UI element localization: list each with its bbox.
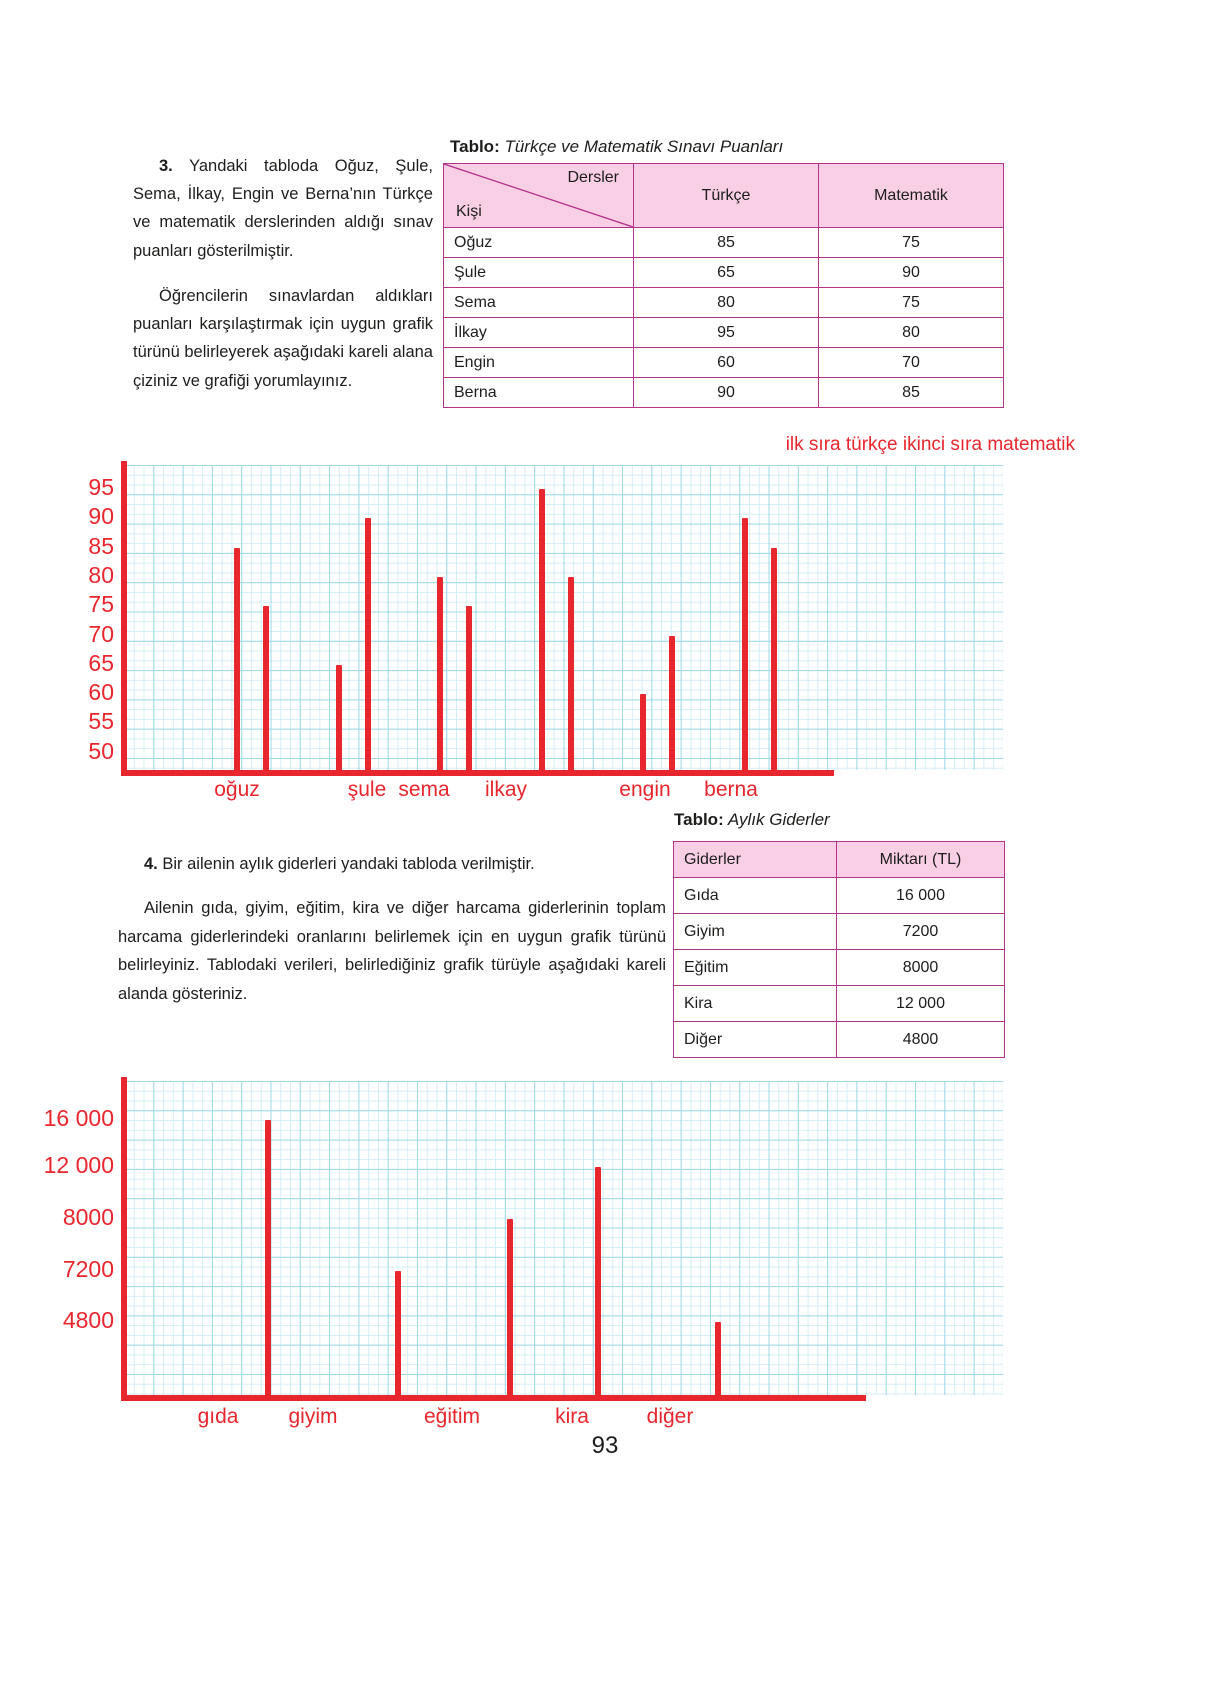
table-1-cell-name: İlkay bbox=[444, 318, 634, 348]
table-1-head bbox=[444, 164, 1004, 228]
table-2-cell-amount: 4800 bbox=[837, 1022, 1005, 1058]
bar bbox=[466, 606, 472, 773]
question-4-paragraph-1-text: Bir ailenin aylık giderleri yandaki tabloda verilmiştir. bbox=[162, 854, 535, 873]
table-2-cell-amount: 12 000 bbox=[837, 986, 1005, 1022]
table-1-cell-turkce: 65 bbox=[634, 258, 819, 288]
bar bbox=[395, 1271, 401, 1398]
monthly-expenses-table bbox=[673, 841, 1005, 1058]
table-1-cell-turkce: 80 bbox=[634, 288, 819, 318]
y-tick-label: 16 000 bbox=[43, 1105, 114, 1131]
chart-1-y-axis bbox=[121, 461, 127, 774]
table-1-cell-name: Oğuz bbox=[444, 228, 634, 258]
y-tick-label: 75 bbox=[88, 591, 114, 618]
x-tick-label: eğitim bbox=[423, 1405, 481, 1428]
y-tick-label: 90 bbox=[88, 503, 114, 530]
table-1-cell-matematik: 70 bbox=[819, 348, 1004, 378]
x-tick-label: sema bbox=[398, 778, 450, 801]
bar bbox=[595, 1167, 601, 1398]
table-2-cell-name: Eğitim bbox=[674, 950, 837, 986]
chart-1-x-axis bbox=[121, 770, 834, 776]
bar bbox=[507, 1219, 513, 1398]
page-number: 93 bbox=[591, 1432, 619, 1459]
table-1-cell-turkce: 60 bbox=[634, 348, 819, 378]
bar bbox=[742, 518, 748, 773]
table-2-header-miktari: Miktarı (TL) bbox=[837, 842, 1005, 878]
chart-1-grid-paper bbox=[124, 465, 1003, 770]
table-1-header-turkce: Türkçe bbox=[634, 164, 819, 228]
bar bbox=[263, 606, 269, 773]
table-1-cell-name: Engin bbox=[444, 348, 634, 378]
table-1-diagonal-header-cell bbox=[444, 164, 634, 228]
x-tick-label: ilkay bbox=[484, 778, 528, 801]
table-2-cell-name: Kira bbox=[674, 986, 837, 1022]
x-tick-label: şule bbox=[347, 778, 387, 801]
x-tick-label: berna bbox=[704, 778, 758, 801]
x-tick-label: kira bbox=[555, 1405, 589, 1428]
y-tick-label: 60 bbox=[88, 679, 114, 706]
table-1-cell-matematik: 75 bbox=[819, 288, 1004, 318]
table-1-cell-turkce: 95 bbox=[634, 318, 819, 348]
bar bbox=[715, 1322, 721, 1398]
table-1-caption-text: Türkçe ve Matematik Sınavı Puanları bbox=[504, 137, 784, 156]
bar bbox=[336, 665, 342, 773]
bar bbox=[568, 577, 574, 773]
bar bbox=[265, 1120, 271, 1398]
table-2-cell-name: Giyim bbox=[674, 914, 837, 950]
table-1-cell-turkce: 90 bbox=[634, 378, 819, 408]
question-3-paragraph-1 bbox=[133, 152, 433, 266]
question-3-number: 3. bbox=[159, 156, 173, 175]
table-1-header-row bbox=[444, 164, 1004, 228]
table-row bbox=[444, 318, 1004, 348]
bar bbox=[669, 636, 675, 774]
table-1-header-kisi: Kişi bbox=[456, 203, 482, 220]
table-2-cell-name: Gıda bbox=[674, 878, 837, 914]
table-1-cell-matematik: 85 bbox=[819, 378, 1004, 408]
table-1-header-matematik: Matematik bbox=[819, 164, 1004, 228]
y-tick-label: 80 bbox=[88, 561, 114, 588]
table-row bbox=[674, 986, 1005, 1022]
y-tick-label: 7200 bbox=[62, 1256, 114, 1282]
table-1-caption bbox=[450, 137, 783, 157]
question-4-paragraph-2: Ailenin gıda, giyim, eğitim, kira ve diğer harcama giderlerinin toplam harcama giderlerindeki oranlarını belirlemek için en uygun grafik türünü belirleyiniz. Tablodaki verileri, belirlediğiniz grafik türüyle aşağıdaki kareli alanda gösteriniz. bbox=[118, 899, 666, 1003]
table-2-cell-amount: 16 000 bbox=[837, 878, 1005, 914]
table-1-cell-name: Berna bbox=[444, 378, 634, 408]
bar bbox=[771, 548, 777, 773]
question-3-paragraph-1-text: Yandaki tabloda Oğuz, Şule, Sema, İlkay, Engin ve Berna’nın Türkçe ve matematik derslerinden aldığı sınav puanları gösterilmiştir. bbox=[133, 156, 433, 260]
table-row bbox=[444, 348, 1004, 378]
table-row bbox=[674, 950, 1005, 986]
x-tick-label: oğuz bbox=[214, 778, 260, 801]
table-2-header-row bbox=[674, 842, 1005, 878]
table-2-header-giderler: Giderler bbox=[674, 842, 837, 878]
bar bbox=[437, 577, 443, 773]
table-2-cell-amount: 8000 bbox=[837, 950, 1005, 986]
exam-scores-table bbox=[443, 163, 1004, 408]
table-2-body bbox=[674, 878, 1005, 1058]
chart-2-grid-paper bbox=[124, 1081, 1003, 1395]
table-1-body bbox=[444, 228, 1004, 408]
y-tick-label: 55 bbox=[88, 708, 114, 735]
table-1-caption-label: Tablo: bbox=[450, 137, 500, 156]
table-2-head bbox=[674, 842, 1005, 878]
x-tick-label: gıda bbox=[197, 1405, 239, 1428]
table-row bbox=[444, 258, 1004, 288]
table-row bbox=[444, 228, 1004, 258]
table-row bbox=[674, 1022, 1005, 1058]
table-1-cell-matematik: 90 bbox=[819, 258, 1004, 288]
question-4-paragraph-1 bbox=[118, 850, 666, 878]
y-tick-label: 95 bbox=[88, 474, 114, 500]
x-tick-label: engin bbox=[619, 778, 671, 801]
bar bbox=[365, 518, 371, 773]
table-2-caption-text: Aylık Giderler bbox=[727, 810, 830, 829]
table-row bbox=[444, 378, 1004, 408]
table-row bbox=[674, 878, 1005, 914]
bar bbox=[640, 694, 646, 773]
y-tick-label: 4800 bbox=[62, 1307, 114, 1333]
y-tick-label: 70 bbox=[88, 620, 114, 647]
table-2-cell-name: Diğer bbox=[674, 1022, 837, 1058]
question-4-text-block bbox=[118, 833, 666, 1024]
table-1-header-dersler: Dersler bbox=[567, 169, 619, 186]
bar bbox=[539, 489, 545, 773]
table-1-cell-name: Sema bbox=[444, 288, 634, 318]
table-1-cell-turkce: 85 bbox=[634, 228, 819, 258]
bar bbox=[234, 548, 240, 773]
table-1-cell-matematik: 75 bbox=[819, 228, 1004, 258]
table-1-cell-name: Şule bbox=[444, 258, 634, 288]
table-row bbox=[674, 914, 1005, 950]
y-tick-label: 12 000 bbox=[43, 1152, 114, 1178]
chart-1-legend-note: ilk sıra türkçe ikinci sıra matematik bbox=[785, 434, 1075, 455]
y-tick-label: 85 bbox=[88, 532, 114, 559]
y-tick-label: 65 bbox=[88, 649, 114, 676]
chart-2-y-axis bbox=[121, 1077, 127, 1399]
table-2-caption bbox=[674, 810, 830, 830]
x-tick-label: giyim bbox=[288, 1405, 338, 1428]
y-tick-label: 50 bbox=[88, 737, 114, 764]
x-tick-label: diğer bbox=[646, 1405, 694, 1428]
table-row bbox=[444, 288, 1004, 318]
question-3-text-block bbox=[133, 135, 433, 412]
table-2-caption-label: Tablo: bbox=[674, 810, 724, 829]
question-3-paragraph-2: Öğrencilerin sınavlardan aldıkları puanları karşılaştırmak için uygun grafik türünü belirleyerek aşağıdaki kareli alana çiziniz ve grafiği yorumlayınız. bbox=[133, 286, 433, 390]
table-1-cell-matematik: 80 bbox=[819, 318, 1004, 348]
question-4-number: 4. bbox=[144, 854, 158, 873]
chart-2-x-axis bbox=[121, 1395, 866, 1401]
table-2-cell-amount: 7200 bbox=[837, 914, 1005, 950]
y-tick-label: 8000 bbox=[62, 1204, 114, 1230]
